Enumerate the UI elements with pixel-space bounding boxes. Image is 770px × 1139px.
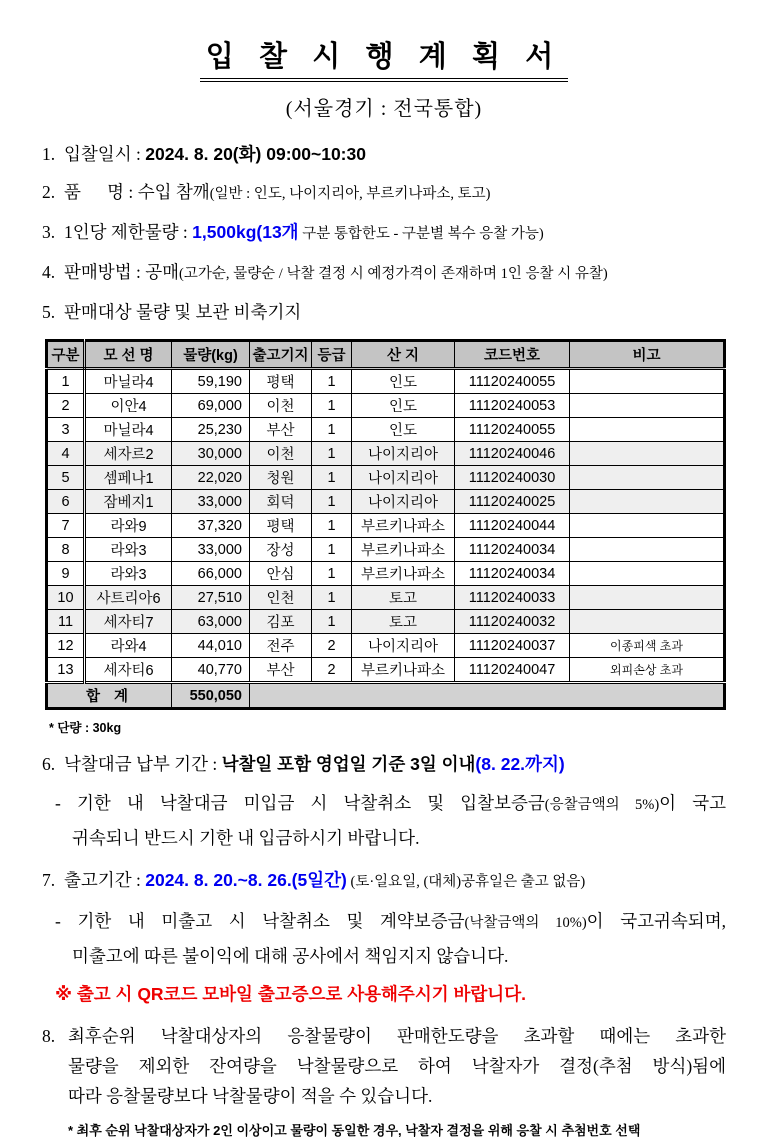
- release-note-line2: 미출고에 따른 불이익에 대해 공사에서 책임지지 않습니다.: [72, 946, 509, 966]
- lottery-rule-line3: 따라 응찰물량보다 낙찰물량이 적을 수 있습니다.: [68, 1086, 433, 1106]
- cell-origin: 인도: [352, 418, 455, 442]
- table-row: [47, 442, 725, 466]
- item-number: 6.: [42, 754, 56, 774]
- table-row: [47, 466, 725, 490]
- table-row: [47, 538, 725, 562]
- cell-grade: 1: [312, 466, 352, 490]
- cell-grade: 1: [312, 442, 352, 466]
- cell-vessel: 잠베지1: [85, 490, 172, 514]
- cell-qty: 44,010: [172, 634, 250, 658]
- cell-note: 외피손상 초과: [570, 658, 725, 683]
- volume-table: [45, 339, 726, 710]
- item-label: 품 명 :: [64, 182, 138, 202]
- cell-grade: 1: [312, 394, 352, 418]
- cell-no: 6: [47, 490, 85, 514]
- cell-origin: 인도: [352, 394, 455, 418]
- cell-grade: 2: [312, 658, 352, 683]
- table-row: [47, 658, 725, 683]
- lottery-rule-line2: 물량을 제외한 잔여량을 낙찰물량으로 하여 낙찰자가 결정(추첨 방식)됨에: [68, 1056, 726, 1076]
- page-subtitle: (서울경기 : 전국통합): [285, 98, 483, 120]
- item-product-name: [42, 181, 726, 206]
- dash: -: [55, 793, 61, 813]
- cell-vessel: 라와9: [85, 514, 172, 538]
- cell-no: 2: [47, 394, 85, 418]
- item-sale-method: [42, 261, 726, 286]
- cell-note: [570, 418, 725, 442]
- total-quantity: 550,050: [172, 683, 250, 709]
- item-number: 8.: [42, 1026, 56, 1046]
- cell-vessel: 라와4: [85, 634, 172, 658]
- payment-note-line2: 귀속되니 반드시 기한 내 입금하시기 바랍니다.: [72, 828, 420, 848]
- cell-note: [570, 562, 725, 586]
- lottery-footnote: * 최후 순위 낙찰대상자가 2인 이상이고 물량이 동일한 경우, 낙찰자 결정을 위해 응찰 시 추첨번호 선택: [68, 1123, 641, 1138]
- cell-vessel: 사트리아6: [85, 586, 172, 610]
- payment-deadline-date: (8. 22.까지): [475, 754, 565, 774]
- cell-vessel: 세자티6: [85, 658, 172, 683]
- cell-origin: 나이지리아: [352, 634, 455, 658]
- cell-no: 13: [47, 658, 85, 683]
- cell-note: [570, 490, 725, 514]
- payment-note-line1: - 기한 내 낙찰대금 미입금 시 낙찰취소 및 입찰보증금(응찰금액의 5%)이 국고: [55, 793, 727, 813]
- bid-datetime-value: 2024. 8. 20(화) 09:00~10:30: [145, 144, 366, 164]
- cell-qty: 33,000: [172, 490, 250, 514]
- cell-qty: 30,000: [172, 442, 250, 466]
- cell-code: 11120240046: [455, 442, 570, 466]
- limit-quantity-value: 1,500kg(13개: [192, 222, 299, 242]
- cell-note: [570, 586, 725, 610]
- total-empty-cell: [250, 683, 725, 709]
- item-number: 1.: [42, 144, 56, 164]
- item-label: 출고기간 :: [64, 870, 146, 890]
- product-name-value: 수입 참깨: [137, 182, 210, 202]
- cell-base: 이천: [250, 394, 312, 418]
- item-label: 판매방법 :: [64, 262, 146, 282]
- item-lottery-rule: [42, 1021, 726, 1139]
- cell-code: 11120240047: [455, 658, 570, 683]
- cell-code: 11120240032: [455, 610, 570, 634]
- item-limit-quantity: [42, 221, 726, 246]
- cell-origin: 토고: [352, 586, 455, 610]
- table-total-row: [47, 683, 725, 709]
- cell-origin: 나이지리아: [352, 490, 455, 514]
- cell-note: [570, 514, 725, 538]
- item-number: 5.: [42, 302, 56, 322]
- table-row: [47, 394, 725, 418]
- cell-qty: 33,000: [172, 538, 250, 562]
- cell-no: 10: [47, 586, 85, 610]
- cell-qty: 59,190: [172, 369, 250, 394]
- column-header: 구분: [47, 341, 85, 369]
- cell-note: [570, 394, 725, 418]
- cell-code: 11120240055: [455, 369, 570, 394]
- column-header: 등급: [312, 341, 352, 369]
- cell-code: 11120240025: [455, 490, 570, 514]
- cell-base: 부산: [250, 418, 312, 442]
- cell-note: [570, 538, 725, 562]
- payment-period-value: 낙찰일 포함 영업일 기준 3일 이내: [221, 754, 476, 774]
- table-row: [47, 490, 725, 514]
- sale-method-detail: (고가순, 물량순 / 낙찰 결정 시 예정가격이 존재하며 1인 응찰 시 유찰): [179, 266, 608, 282]
- table-row: [47, 610, 725, 634]
- table-header-row: [47, 341, 725, 369]
- cell-code: 11120240055: [455, 418, 570, 442]
- column-header: 산 지: [352, 341, 455, 369]
- cell-grade: 1: [312, 562, 352, 586]
- total-label: 합 계: [47, 683, 172, 709]
- cell-origin: 나이지리아: [352, 442, 455, 466]
- cell-base: 전주: [250, 634, 312, 658]
- cell-base: 이천: [250, 442, 312, 466]
- table-row: [47, 514, 725, 538]
- cell-vessel: 마닐라4: [85, 369, 172, 394]
- item-label: 낙찰대금 납부 기간 :: [64, 754, 222, 774]
- column-header: 모 선 명: [85, 341, 172, 369]
- item-label: 1인당 제한물량 :: [64, 222, 193, 242]
- cell-code: 11120240053: [455, 394, 570, 418]
- cell-no: 7: [47, 514, 85, 538]
- cell-grade: 1: [312, 514, 352, 538]
- cell-origin: 인도: [352, 369, 455, 394]
- cell-vessel: 세자티7: [85, 610, 172, 634]
- cell-no: 1: [47, 369, 85, 394]
- cell-base: 부산: [250, 658, 312, 683]
- table-row: [47, 369, 725, 394]
- table-row: [47, 562, 725, 586]
- cell-code: 11120240034: [455, 562, 570, 586]
- cell-base: 청원: [250, 466, 312, 490]
- cell-grade: 2: [312, 634, 352, 658]
- item-release-period: [42, 869, 726, 894]
- item-number: 2.: [42, 182, 56, 202]
- cell-origin: 부르키나파소: [352, 562, 455, 586]
- cell-origin: 부르키나파소: [352, 538, 455, 562]
- cell-qty: 37,320: [172, 514, 250, 538]
- cell-base: 장성: [250, 538, 312, 562]
- release-period-value: 2024. 8. 20.~8. 26.(5일간): [145, 870, 347, 890]
- cell-note: [570, 369, 725, 394]
- cell-grade: 1: [312, 586, 352, 610]
- cell-vessel: 세자르2: [85, 442, 172, 466]
- cell-origin: 나이지리아: [352, 466, 455, 490]
- column-header: 출고기지: [250, 341, 312, 369]
- cell-origin: 부르키나파소: [352, 514, 455, 538]
- cell-grade: 1: [312, 490, 352, 514]
- column-header: 코드번호: [455, 341, 570, 369]
- cell-base: 평택: [250, 514, 312, 538]
- cell-vessel: 라와3: [85, 562, 172, 586]
- cell-grade: 1: [312, 538, 352, 562]
- table-body: [47, 369, 725, 683]
- cell-qty: 27,510: [172, 586, 250, 610]
- cell-code: 11120240044: [455, 514, 570, 538]
- cell-grade: 1: [312, 610, 352, 634]
- cell-note: [570, 466, 725, 490]
- sale-method-value: 공매: [145, 262, 180, 282]
- cell-origin: 토고: [352, 610, 455, 634]
- cell-base: 평택: [250, 369, 312, 394]
- table-row: [47, 586, 725, 610]
- cell-base: 인천: [250, 586, 312, 610]
- cell-no: 12: [47, 634, 85, 658]
- limit-quantity-detail: 구분 통합한도 - 구분별 복수 응찰 가능): [298, 226, 544, 242]
- item-sale-target: [42, 301, 726, 324]
- item-number: 7.: [42, 870, 56, 890]
- cell-no: 4: [47, 442, 85, 466]
- item-label: 판매대상 물량 및 보관 비축기지: [64, 302, 302, 322]
- cell-vessel: 라와3: [85, 538, 172, 562]
- cell-base: 안심: [250, 562, 312, 586]
- cell-grade: 1: [312, 369, 352, 394]
- lottery-rule-line1: 최후순위 낙찰대상자의 응찰물량이 판매한도량을 초과할 때에는 초과한: [68, 1026, 726, 1046]
- cell-no: 8: [47, 538, 85, 562]
- cell-qty: 40,770: [172, 658, 250, 683]
- cell-origin: 부르키나파소: [352, 658, 455, 683]
- table-row: [47, 634, 725, 658]
- cell-note: [570, 610, 725, 634]
- cell-qty: 25,230: [172, 418, 250, 442]
- cell-no: 11: [47, 610, 85, 634]
- cell-code: 11120240037: [455, 634, 570, 658]
- cell-vessel: 셈페나1: [85, 466, 172, 490]
- item-payment-period: [42, 753, 726, 776]
- cell-qty: 22,020: [172, 466, 250, 490]
- item-number: 4.: [42, 262, 56, 282]
- cell-qty: 66,000: [172, 562, 250, 586]
- cell-no: 5: [47, 466, 85, 490]
- cell-code: 11120240034: [455, 538, 570, 562]
- page-title: 입 찰 시 행 계 획 서: [200, 34, 569, 82]
- cell-note: [570, 442, 725, 466]
- cell-note: 이종피색 초과: [570, 634, 725, 658]
- qr-code-warning: ※ 출고 시 QR코드 모바일 출고증으로 사용해주시기 바랍니다.: [55, 984, 526, 1004]
- cell-no: 3: [47, 418, 85, 442]
- unit-note: * 단량 : 30kg: [49, 721, 122, 735]
- dash: -: [55, 911, 61, 931]
- release-period-detail: (토·일요일, (대체)공휴일은 출고 없음): [346, 874, 586, 890]
- column-header: 물량(kg): [172, 341, 250, 369]
- item-number: 3.: [42, 222, 56, 242]
- table-row: [47, 418, 725, 442]
- cell-vessel: 이안4: [85, 394, 172, 418]
- cell-grade: 1: [312, 418, 352, 442]
- cell-code: 11120240030: [455, 466, 570, 490]
- item-bid-datetime: [42, 143, 726, 166]
- cell-base: 김포: [250, 610, 312, 634]
- column-header: 비고: [570, 341, 725, 369]
- product-name-detail: (일반 : 인도, 나이지리아, 부르키나파소, 토고): [209, 186, 491, 202]
- cell-no: 9: [47, 562, 85, 586]
- cell-base: 회덕: [250, 490, 312, 514]
- cell-qty: 63,000: [172, 610, 250, 634]
- release-note-line1: - 기한 내 미출고 시 낙찰취소 및 계약보증금(낙찰금액의 10%)이 국고귀속되며,: [55, 911, 726, 931]
- item-label: 입찰일시 :: [64, 144, 146, 164]
- cell-qty: 69,000: [172, 394, 250, 418]
- cell-code: 11120240033: [455, 586, 570, 610]
- cell-vessel: 마닐라4: [85, 418, 172, 442]
